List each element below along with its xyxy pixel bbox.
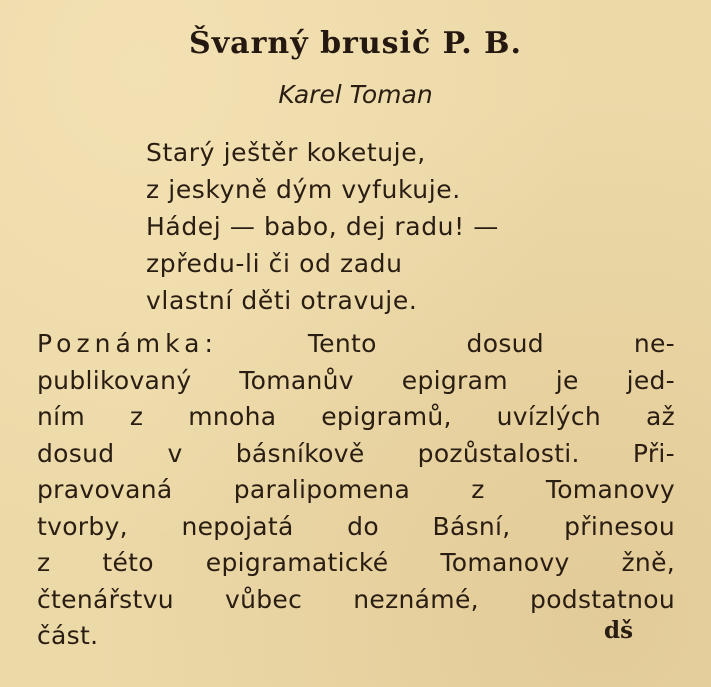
poem-line: Hádej — babo, dej radu! — xyxy=(146,212,499,241)
note-first-line-text: Tento dosud ne- xyxy=(307,329,676,358)
note-line: publikovaný Tomanův epigram je jed- xyxy=(37,365,675,395)
note-line: dosud v básníkově pozůstalosti. Při- xyxy=(37,438,675,468)
article-author: Karel Toman xyxy=(278,80,433,109)
note-line: z této epigramatické Tomanovy žně, xyxy=(37,548,675,577)
poem-line: Starý ještěr koketuje, xyxy=(146,138,426,167)
article-title: Švarný brusič P. B. xyxy=(189,26,522,61)
note-lead: Poznámka: xyxy=(37,329,218,358)
poem-line: zpředu-li či od zadu xyxy=(146,249,403,278)
note-block xyxy=(37,326,675,655)
note-line: čtenářstvu vůbec neznámé, podstatnou xyxy=(37,584,675,614)
note-line: pravovaná paralipomena z Tomanovy xyxy=(37,475,675,504)
poem-line: vlastní děti otravuje. xyxy=(146,286,418,315)
note-line: tvorby, nepojatá do Básní, přinesou xyxy=(37,511,675,541)
note-line: část. xyxy=(37,621,99,650)
note-line xyxy=(37,326,675,363)
author-signature: dš xyxy=(604,617,634,644)
note-line: ním z mnoha epigramů, uvízlých až xyxy=(37,402,675,431)
poem-block xyxy=(146,134,499,319)
poem-line: z jeskyně dým vyfukuje. xyxy=(146,175,461,204)
